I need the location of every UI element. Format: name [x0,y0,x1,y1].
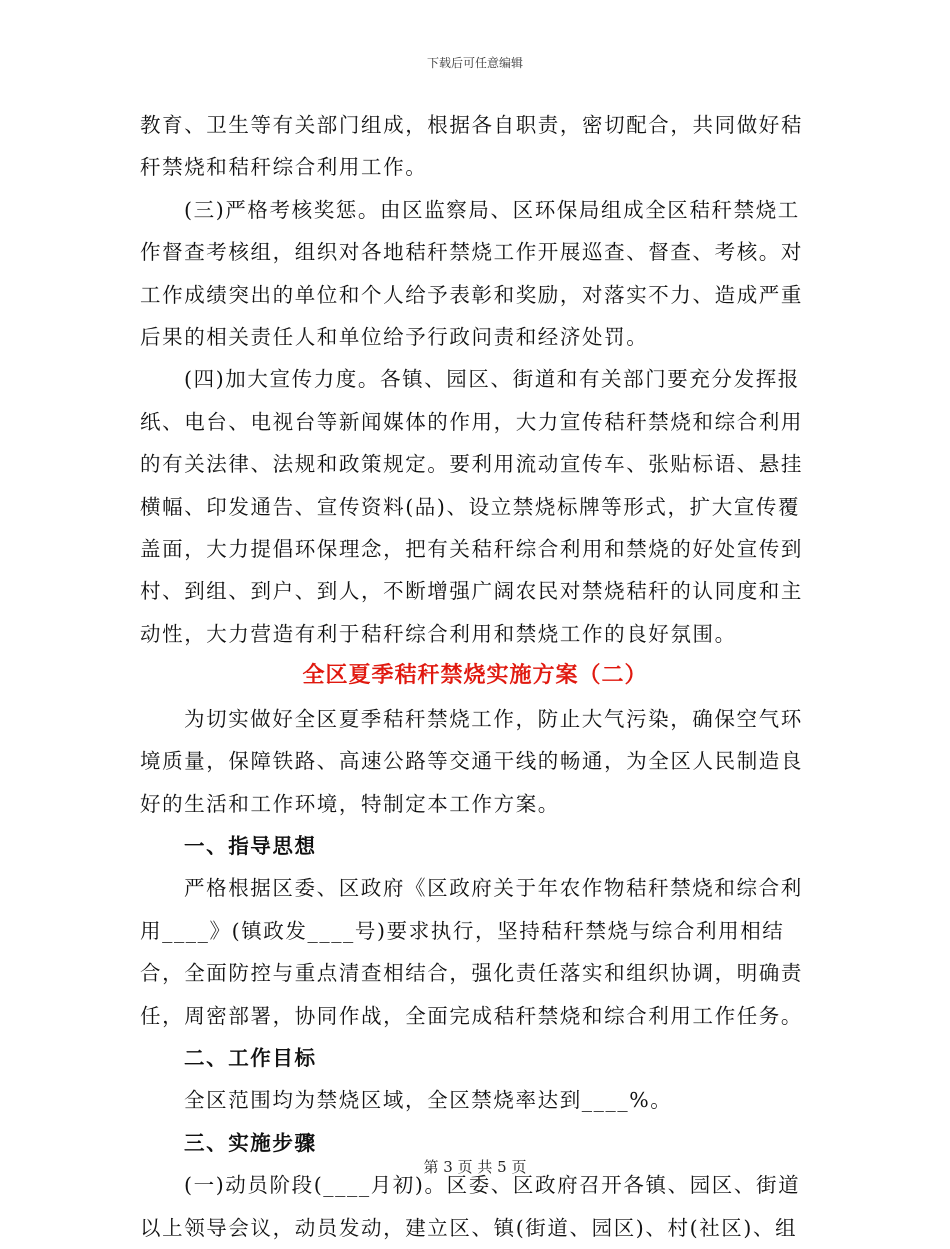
paragraph-continuation: 教育、卫生等有关部门组成，根据各自职责，密切配合，共同做好秸秆禁烧和秸秆综合利用工作。 [140,113,803,180]
section-title: 全区夏季秸秆禁烧实施方案（二） [302,663,648,689]
document-body [140,104,810,1249]
page-header: 下载后可任意编辑 [426,56,523,70]
heading-guiding-thought: 一、指导思想 [184,833,317,858]
paragraph-publicity: (四)加大宣传力度。各镇、园区、街道和有关部门要充分发挥报纸、电台、电视台等新闻媒体的作用，大力宣传秸秆禁烧和综合利用的有关法律、法规和政策规定。要利用流动宣传车、张贴标语、悬挂横幅、印发通告、宣传资料(品)、设立禁烧标牌等形式，扩大宣传覆盖面，大力提倡环保理念，把有关秸秆综合利用和禁烧的好处宣传到村、到组、到户、到人，不断增强广阔农民对禁烧秸秆的认同度和主动性，大力营造有利于秸秆综合利用和禁烧工作的良好氛围。 [140,367,803,646]
paragraph-assessment: (三)严格考核奖惩。由区监察局、区环保局组成全区秸秆禁烧工作督查考核组，组织对各地秸秆禁烧工作开展巡查、督查、考核。对工作成绩突出的单位和个人给予表彰和奖励，对落实不力、造成严重后果的相关责任人和单位给予行政问责和经济处罚。 [140,197,803,350]
paragraph-mobilization: (一)动员阶段(____月初)。区委、区政府召开各镇、园区、街道以上领导会议，动员发动，建立区、镇(街道、园区)、村(社区)、组 [140,1173,801,1240]
heading-work-goal: 二、工作目标 [184,1045,317,1070]
page-footer: 第 3 页 共 5 页 [423,1158,527,1176]
heading-implementation-steps: 三、实施步骤 [184,1130,317,1155]
section-intro: 为切实做好全区夏季秸秆禁烧工作，防止大气污染，确保空气环境质量，保障铁路、高速公路等交通干线的畅通，为全区人民制造良好的生活和工作环境，特制定本工作方案。 [140,706,803,816]
paragraph-guiding-thought: 严格根据区委、区政府《区政府关于年农作物秸秆禁烧和综合利用____》(镇政发____号)要求执行，坚持秸秆禁烧与综合利用相结合，全面防控与重点清查相结合，强化责任落实和组织协调，明确责任，周密部署，协同作战，全面完成秸秆禁烧和综合利用工作任务。 [140,876,803,1028]
paragraph-work-goal: 全区范围均为禁烧区域，全区禁烧率达到____%。 [184,1088,673,1113]
